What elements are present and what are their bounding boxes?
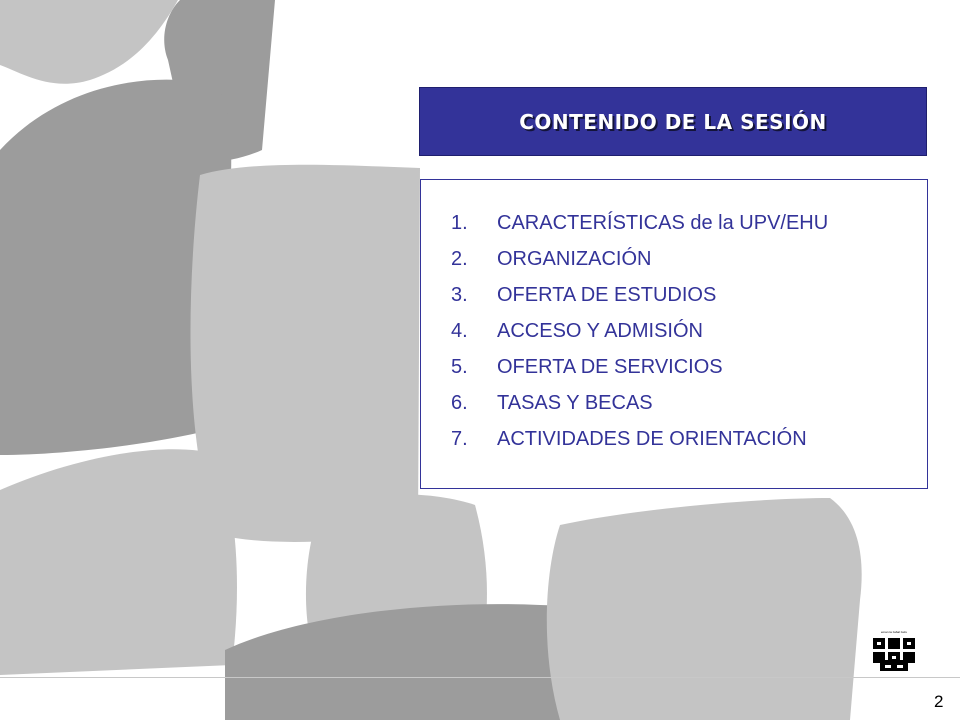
upv-ehu-emblem-icon (871, 630, 917, 672)
list-item (451, 355, 828, 391)
item-number: 7. (451, 428, 468, 450)
title-banner (419, 87, 927, 156)
list-item (451, 391, 828, 427)
slide-title: CONTENIDO DE LA SESIÓN (519, 109, 827, 134)
item-label: OFERTA DE SERVICIOS (497, 356, 723, 378)
list-item (451, 211, 828, 247)
footer-divider (0, 677, 960, 678)
list-item (451, 283, 828, 319)
item-label: CARACTERÍSTICAS de la UPV/EHU (497, 212, 829, 234)
contents-list (451, 211, 828, 463)
item-number: 2. (451, 248, 468, 270)
bg-shape-light-top-left (0, 0, 178, 84)
contents-box (420, 179, 928, 489)
item-number: 3. (451, 284, 468, 306)
list-item (451, 247, 828, 283)
item-label: ORGANIZACIÓN (497, 248, 652, 270)
university-logo (871, 630, 917, 672)
item-number: 5. (451, 356, 468, 378)
list-item (451, 319, 828, 355)
bg-shape-light-right-bottom (547, 498, 862, 720)
bg-shape-light-bottom-left (0, 449, 237, 675)
item-number: 1. (451, 212, 468, 234)
item-number: 4. (451, 320, 468, 342)
item-label: ACCESO Y ADMISIÓN (497, 320, 703, 342)
item-label: OFERTA DE ESTUDIOS (497, 284, 717, 306)
page-number: 2 (934, 692, 944, 711)
item-label: TASAS Y BECAS (497, 392, 653, 414)
item-number: 6. (451, 392, 468, 414)
list-item (451, 427, 828, 463)
item-label: ACTIVIDADES DE ORIENTACIÓN (497, 428, 807, 450)
logo-tagline: eman ta zabal zazu (880, 630, 907, 634)
